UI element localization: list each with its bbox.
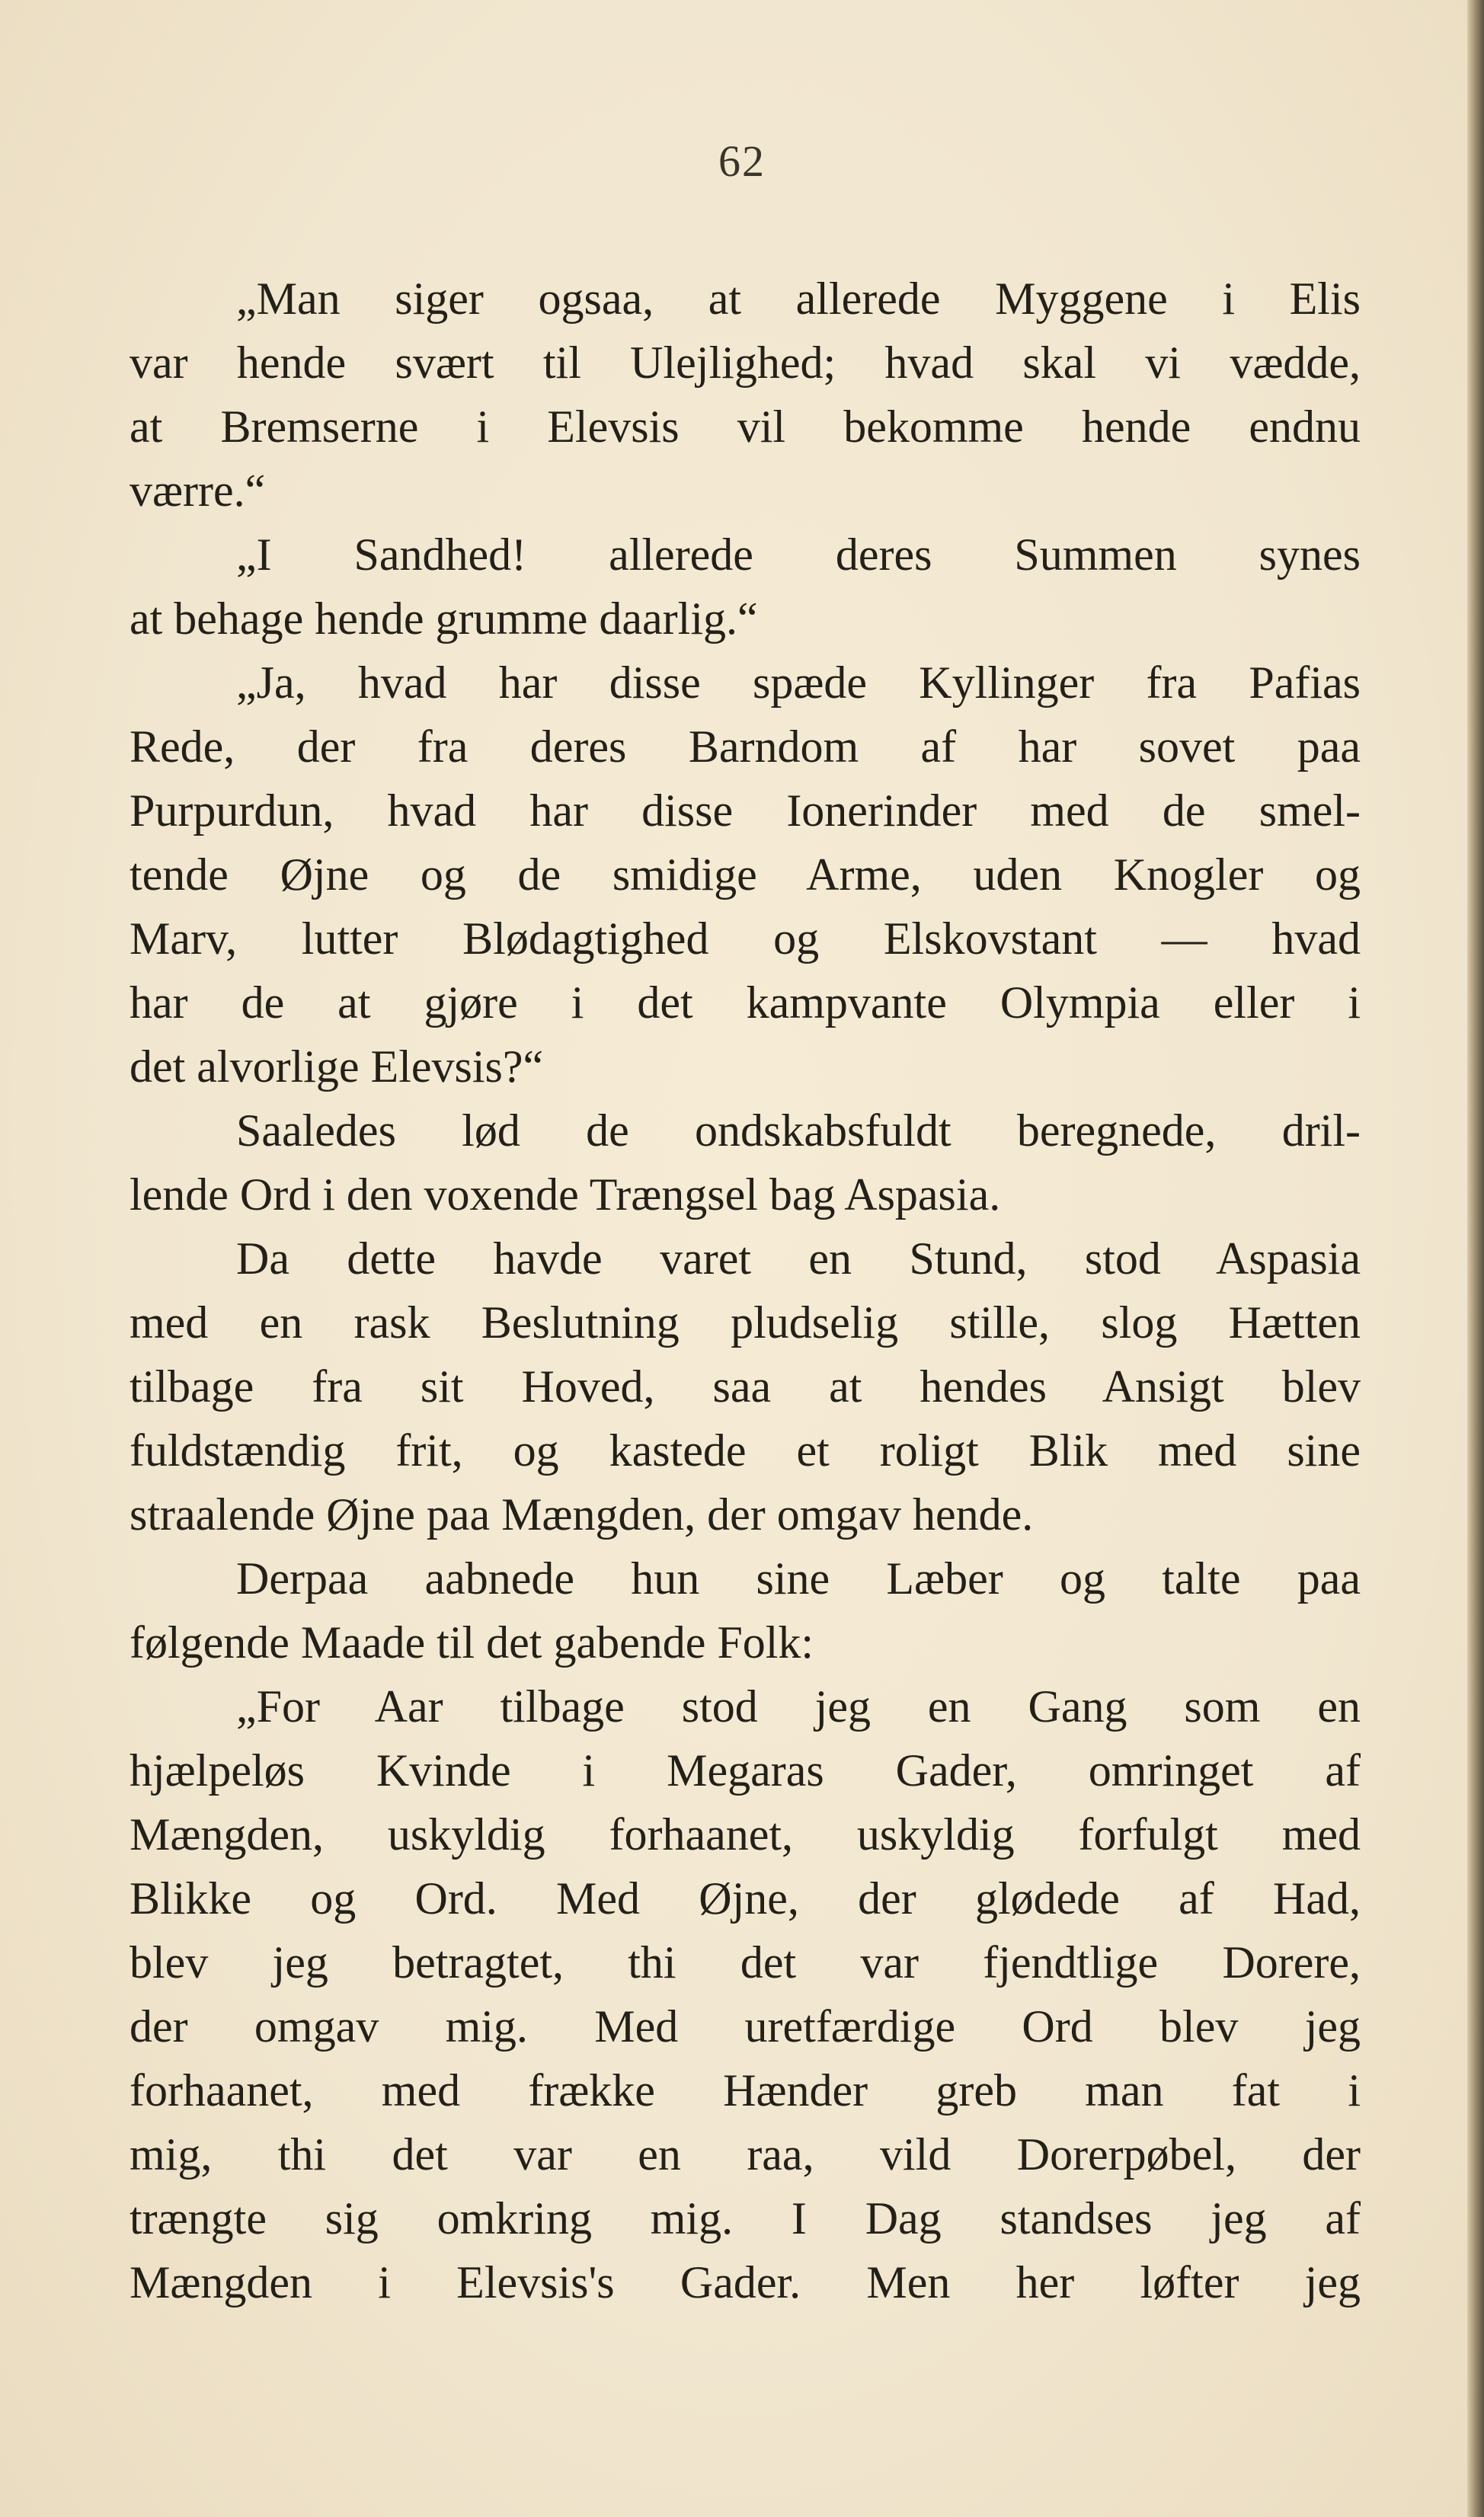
text-line: „Man siger ogsaa, at allerede Myggene i Elis xyxy=(236,273,1361,324)
text-line: følgende Maade til det gabende Folk: xyxy=(130,1617,814,1668)
text-line: at behage hende grumme daarlig.“ xyxy=(130,593,758,644)
text-line: tende Øjne og de smidige Arme, uden Knogler og xyxy=(130,849,1361,900)
text-line: har de at gjøre i det kampvante Olympia eller i xyxy=(130,977,1361,1028)
text-line: fuldstændig frit, og kastede et roligt Blik med sine xyxy=(130,1425,1361,1476)
text-line: Da dette havde varet en Stund, stod Aspasia xyxy=(236,1233,1361,1284)
text-line: Blikke og Ord. Med Øjne, der glødede af Had, xyxy=(130,1873,1361,1924)
text-line: Mængden, uskyldig forhaanet, uskyldig forfulgt med xyxy=(130,1809,1361,1860)
text-line: lende Ord i den voxende Trængsel bag Aspasia. xyxy=(130,1169,1001,1220)
text-line: mig, thi det var en raa, vild Dorerpøbel, der xyxy=(130,2129,1361,2180)
text-line: forhaanet, med frække Hænder greb man fat i xyxy=(130,2065,1361,2116)
text-line: Derpaa aabnede hun sine Læber og talte paa xyxy=(236,1553,1361,1604)
text-line: det alvorlige Elevsis?“ xyxy=(130,1041,544,1092)
text-line: Purpurdun, hvad har disse Ionerinder med de smel- xyxy=(130,785,1361,836)
text-line: Marv, lutter Blødagtighed og Elskovstant — hvad xyxy=(130,913,1361,964)
text-line: blev jeg betragtet, thi det var fjendtlige Dorere, xyxy=(130,1937,1361,1988)
text-line: „For Aar tilbage stod jeg en Gang som en xyxy=(236,1681,1361,1732)
text-line: der omgav mig. Med uretfærdige Ord blev jeg xyxy=(130,2001,1361,2052)
text-line: var hende svært til Ulejlighed; hvad skal vi vædde, xyxy=(130,337,1361,388)
text-line: med en rask Beslutning pludselig stille, slog Hætten xyxy=(130,1297,1361,1348)
text-line: at Bremserne i Elevsis vil bekomme hende endnu xyxy=(130,401,1361,452)
text-line: trængte sig omkring mig. I Dag standses jeg af xyxy=(130,2193,1361,2244)
text-line: Mængden i Elevsis's Gader. Men her løfter jeg xyxy=(130,2257,1361,2308)
text-line: Saaledes lød de ondskabsfuldt beregnede, dril- xyxy=(236,1105,1361,1156)
text-line: hjælpeløs Kvinde i Megaras Gader, omringet af xyxy=(130,1745,1361,1796)
page-number: 62 xyxy=(718,136,766,186)
body-text xyxy=(130,267,1361,2314)
page-edge-shadow xyxy=(1467,0,1484,2517)
text-line: „Ja, hvad har disse spæde Kyllinger fra Pafias xyxy=(236,657,1361,708)
text-line: Rede, der fra deres Barndom af har sovet paa xyxy=(130,721,1361,772)
text-line: tilbage fra sit Hoved, saa at hendes Ansigt blev xyxy=(130,1361,1361,1412)
text-line: straalende Øjne paa Mængden, der omgav hende. xyxy=(130,1489,1034,1540)
text-line: „I Sandhed! allerede deres Summen synes xyxy=(236,529,1361,580)
text-line: værre.“ xyxy=(130,465,266,516)
